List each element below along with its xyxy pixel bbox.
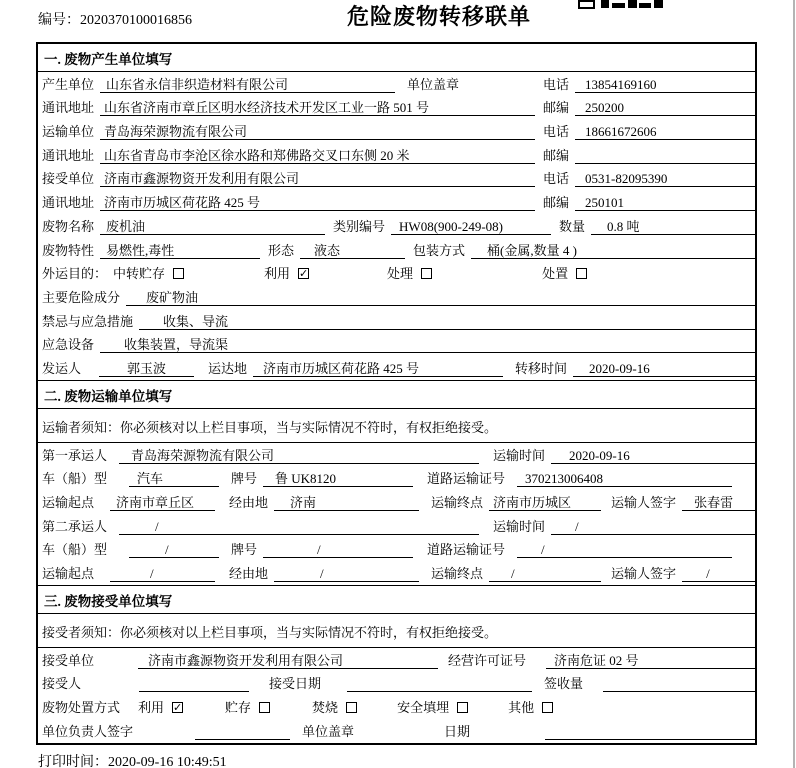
packing-method-value — [471, 242, 755, 259]
field-value: 汽车 — [137, 471, 164, 487]
form-label: 车（船）型 — [42, 471, 108, 487]
receiver-unit-value — [100, 170, 535, 187]
form-label: 电话 — [543, 124, 570, 140]
section-header: 二. 废物运输单位填写 — [38, 380, 755, 409]
form-label: 运输终点 — [431, 495, 484, 510]
field-value: / — [706, 566, 710, 582]
producer-unit-value — [100, 76, 395, 93]
first-vehicle-type-value — [129, 470, 219, 487]
field-value: 易燃性,毒性 — [106, 242, 175, 258]
form-label: 形态 — [268, 242, 295, 258]
form-label: 类别编号 — [333, 218, 386, 234]
consignor-row — [38, 356, 755, 380]
field-value: 废机油 — [106, 218, 146, 234]
form-label: 外运目的： — [42, 266, 108, 282]
receiver-postcode-value — [575, 194, 755, 211]
field-value: / — [165, 542, 169, 558]
producer-address-row — [38, 96, 755, 120]
waste-form-value — [300, 242, 405, 259]
field-value: 收集、导流 — [163, 313, 229, 329]
receiver-address-value — [100, 194, 535, 211]
form-label: 接受人 — [42, 676, 82, 692]
form-label: 签收量 — [544, 676, 584, 692]
print-time: 打印时间：2020-09-16 10:49:51 — [38, 754, 227, 768]
field-value: 0.8 吨 — [607, 218, 640, 234]
field-value: / — [511, 566, 515, 582]
form-label: 运输时间 — [493, 447, 546, 463]
producer-postcode-value — [575, 99, 755, 116]
second-carrier-value — [119, 518, 479, 535]
license-number-value — [546, 652, 755, 669]
form-label: 运输单位 — [42, 124, 95, 140]
field-value: 370213006408 — [525, 471, 604, 487]
waste-category-value — [391, 218, 551, 235]
second-plate-value — [263, 541, 413, 558]
receiver-address-row — [38, 190, 755, 214]
first-road-permit-value — [517, 470, 732, 487]
form-label: 贮存 — [225, 700, 252, 716]
receive-unit-row — [38, 648, 755, 672]
main-hazard-value — [126, 289, 755, 306]
receive-person-row — [38, 672, 755, 696]
emergency-measures-value — [139, 313, 755, 330]
purpose-treat-checkbox — [421, 268, 432, 279]
first-origin-value — [110, 494, 215, 511]
form-label: 安全填埋 — [397, 700, 450, 716]
form-label: 电话 — [543, 171, 570, 187]
producer-address-value — [100, 99, 535, 116]
first-carrier-value — [119, 447, 479, 464]
waste-property-value — [100, 242, 260, 259]
form-label: 接受单位 — [42, 171, 95, 187]
second-route-row — [38, 561, 755, 585]
first-route-row — [38, 490, 755, 514]
purpose-use-checkbox: ✓ — [299, 268, 309, 281]
first-terminus-value — [489, 494, 601, 511]
form-label: 废物特性 — [42, 242, 95, 258]
second-road-permit-value — [517, 541, 732, 558]
producer-phone-value — [575, 76, 755, 93]
field-value: 18661672606 — [585, 124, 657, 140]
field-value: / — [320, 566, 324, 582]
receiver-unit-row — [38, 167, 755, 191]
field-value: 液态 — [314, 242, 341, 258]
waste-quantity-value — [591, 218, 755, 235]
field-value: 郭玉波 — [127, 360, 167, 376]
first-carrier-row — [38, 443, 755, 467]
disposal-use-checkbox: ✓ — [173, 702, 183, 715]
form-label: 运输时间 — [493, 518, 546, 534]
field-value: 青岛海荣源物流有限公司 — [104, 124, 248, 140]
transfer-purpose-row — [38, 262, 755, 286]
form-label: 处置 — [542, 266, 569, 282]
field-value: 济南市历城区荷花路 425 号 — [263, 360, 420, 376]
form-label: 邮编 — [543, 147, 570, 163]
receiver-phone-value — [575, 170, 755, 187]
page-title: 危险废物转移联单 — [346, 4, 531, 29]
form-label: 运输起点 — [42, 495, 95, 510]
responsible-sign-row — [38, 719, 755, 743]
form-table — [36, 42, 757, 745]
field-value: 桶(金属,数量 4 ) — [487, 242, 577, 258]
disposal-method-row — [38, 695, 755, 719]
field-value: 2020-09-16 — [589, 360, 650, 376]
form-label: 邮编 — [543, 100, 570, 116]
form-label: 应急设备 — [42, 337, 95, 353]
waste-name-value — [100, 218, 325, 235]
waste-property-row — [38, 238, 755, 262]
form-label: 经由地 — [229, 495, 269, 510]
form-label: 运输人签字 — [611, 495, 677, 510]
qr-code-partial-icon — [578, 0, 664, 10]
transporter-unit-row — [38, 119, 755, 143]
field-value: 250101 — [585, 195, 625, 211]
form-label: 电话 — [543, 76, 570, 92]
form-label: 包装方式 — [413, 242, 466, 258]
main-hazard-row — [38, 285, 755, 309]
field-value: 13854169160 — [585, 76, 657, 92]
transporter-unit-value — [100, 123, 535, 140]
destination-value — [253, 360, 503, 377]
producer-unit-row — [38, 72, 755, 96]
field-value: 山东省济南市章丘区明水经济技术开发区工业一路 501 号 — [104, 100, 430, 116]
form-label: 数量 — [559, 218, 586, 234]
purpose-storage-checkbox — [173, 268, 184, 279]
form-label: 利用 — [264, 266, 291, 282]
first-plate-value — [263, 470, 413, 487]
form-label: 通讯地址 — [42, 195, 95, 211]
field-value: / — [150, 566, 154, 582]
form-label: 单位负责人签字 — [42, 723, 134, 739]
field-value: 青岛海荣源物流有限公司 — [131, 447, 275, 463]
disposal-landfill-checkbox — [457, 702, 468, 713]
first-vehicle-row — [38, 467, 755, 491]
transporter-address-row — [38, 143, 755, 167]
form-label: 第二承运人 — [42, 518, 108, 534]
field-value: 济南市章丘区 — [116, 495, 195, 510]
form-label: 禁忌与应急措施 — [42, 313, 134, 329]
form-label: 产生单位 — [42, 76, 95, 92]
field-value: HW08(900-249-08) — [399, 218, 504, 234]
field-value: / — [317, 542, 321, 558]
form-label: 废物处置方式 — [42, 700, 121, 716]
disposal-incinerate-checkbox — [346, 702, 357, 713]
disposal-other-checkbox — [542, 702, 553, 713]
purpose-dispose-checkbox — [576, 268, 587, 279]
consignor-value — [99, 360, 194, 377]
field-value: 0531-82095390 — [585, 171, 668, 187]
form-label: 车（船）型 — [42, 542, 108, 558]
field-value: 鲁 UK8120 — [275, 471, 337, 487]
first-via-value — [274, 494, 419, 511]
second-terminus-value — [489, 565, 601, 582]
second-carrier-row — [38, 514, 755, 538]
form-label: 通讯地址 — [42, 100, 95, 116]
field-value: 济南市历城区 — [493, 495, 572, 510]
first-carrier-sign-value — [682, 494, 755, 511]
form-label: 道路运输证号 — [427, 542, 506, 558]
form-label: 日期 — [444, 723, 471, 739]
form-label: 牌号 — [231, 471, 258, 487]
form-label: 经营许可证号 — [448, 652, 527, 668]
form-label: 主要危险成分 — [42, 289, 121, 305]
first-transport-date-value — [551, 447, 755, 464]
form-label: 接受日期 — [269, 676, 322, 692]
emergency-equipment-value — [100, 336, 755, 353]
window-edge — [793, 0, 795, 768]
field-value: 济南危证 02 号 — [554, 652, 639, 668]
field-value: / — [575, 518, 579, 534]
second-vehicle-type-value — [129, 541, 219, 558]
field-value: 2020-09-16 — [569, 447, 630, 463]
form-label: 经由地 — [229, 566, 269, 582]
form-label: 发运人 — [42, 360, 82, 376]
field-value: 收集装置，导流渠 — [124, 337, 229, 353]
field-value: 张春雷 — [694, 495, 734, 510]
field-value: 250200 — [585, 100, 625, 116]
waste-name-row — [38, 214, 755, 238]
receive-date-value — [347, 675, 532, 692]
form-label: 运输人签字 — [611, 566, 677, 582]
form-label: 运输终点 — [431, 566, 484, 582]
field-value: 山东省青岛市李沧区徐水路和郑佛路交叉口东侧 20 米 — [104, 147, 410, 163]
form-label: 运输起点 — [42, 566, 95, 582]
form-label: 牌号 — [231, 542, 258, 558]
section-notice: 运输者须知：你必须核对以上栏目事项，当与实际情况不符时，有权拒绝接受。 — [38, 409, 755, 443]
disposal-store-checkbox — [259, 702, 270, 713]
second-via-value — [274, 565, 419, 582]
form-label: 邮编 — [543, 195, 570, 211]
form-label: 中转贮存 — [113, 266, 166, 282]
transporter-phone-value — [575, 123, 755, 140]
form-label: 通讯地址 — [42, 147, 95, 163]
receiver-person-value — [139, 675, 249, 692]
field-value: / — [155, 518, 159, 534]
field-value: 废矿物油 — [146, 289, 199, 305]
serial-number: 编号：2020370100016856 — [38, 13, 192, 28]
form-label: 接受单位 — [42, 652, 95, 668]
emergency-equipment-row — [38, 333, 755, 357]
form-label: 转移时间 — [515, 360, 568, 376]
document-header — [0, 0, 796, 42]
section-header: 一. 废物产生单位填写 — [38, 44, 755, 72]
section-header: 三. 废物接受单位填写 — [38, 585, 755, 614]
form-label: 道路运输证号 — [427, 471, 506, 487]
form-label: 废物名称 — [42, 218, 95, 234]
transporter-address-value — [100, 147, 535, 164]
form-label: 利用 — [138, 700, 165, 716]
field-value: 济南市历城区荷花路 425 号 — [104, 195, 261, 211]
field-value: 济南 — [290, 495, 317, 510]
second-carrier-sign-value — [682, 565, 755, 582]
form-label: 焚烧 — [312, 700, 339, 716]
form-label: 第一承运人 — [42, 447, 108, 463]
responsible-sign-value — [195, 723, 290, 740]
signed-quantity-value — [603, 675, 755, 692]
receiver-seal-label: 单位盖章 — [302, 723, 355, 739]
field-value: 山东省永信非织造材料有限公司 — [106, 76, 289, 92]
form-label: 处理 — [387, 266, 414, 282]
receive-sign-date-value — [545, 723, 755, 740]
section-notice: 接受者须知：你必须核对以上栏目事项，当与实际情况不符时，有权拒绝接受。 — [38, 614, 755, 648]
receive-unit-value — [138, 652, 438, 669]
second-transport-date-value — [551, 518, 755, 535]
transfer-date-value — [573, 360, 755, 377]
form-label: 其他 — [508, 700, 535, 716]
unit-seal-label: 单位盖章 — [407, 76, 460, 92]
field-value: / — [541, 542, 545, 558]
form-label: 运达地 — [208, 360, 248, 376]
second-origin-value — [110, 565, 215, 582]
field-value: 济南市鑫源物资开发利用有限公司 — [104, 171, 300, 187]
field-value: 济南市鑫源物资开发利用有限公司 — [148, 652, 344, 668]
emergency-measures-row — [38, 309, 755, 333]
second-vehicle-row — [38, 538, 755, 562]
transporter-postcode-value — [575, 147, 755, 164]
